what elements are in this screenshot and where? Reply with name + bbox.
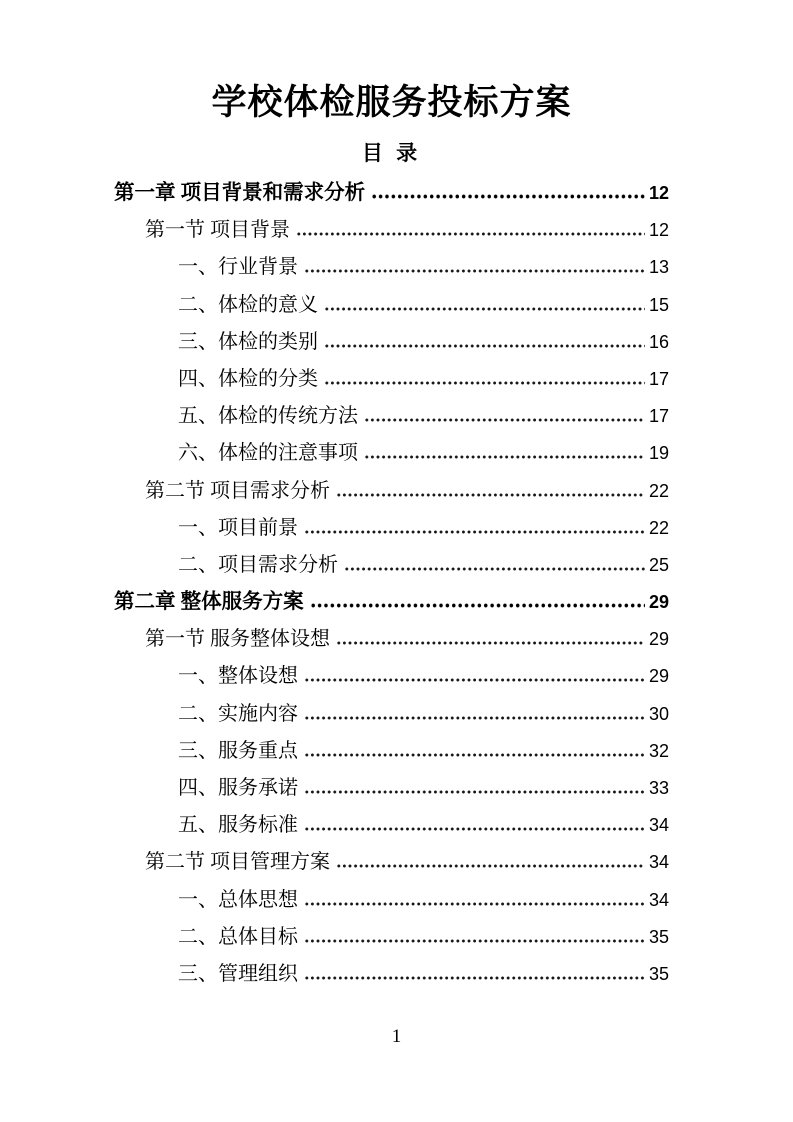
toc-entry[interactable] xyxy=(114,287,669,324)
dot-leader xyxy=(344,566,645,571)
toc-entry[interactable] xyxy=(114,844,669,881)
dot-leader xyxy=(304,715,645,720)
document-title: 学校体检服务投标方案 xyxy=(211,83,572,122)
toc-entry-label: 四、服务承诺 xyxy=(178,777,298,799)
toc-entry-page-number: 19 xyxy=(648,443,669,464)
toc-entry-label: 五、服务标准 xyxy=(178,814,298,837)
dot-leader xyxy=(304,826,645,831)
dot-leader xyxy=(304,752,645,757)
toc-entry-page-number: 34 xyxy=(648,889,669,910)
toc-entry-label: 二、项目需求分析 xyxy=(178,553,338,576)
toc-entry-label: 三、管理组织 xyxy=(178,962,298,985)
toc-entry-page-number: 17 xyxy=(648,406,669,427)
toc-entry-page-number: 30 xyxy=(648,703,669,724)
toc-entry-page-number: 15 xyxy=(648,294,669,315)
toc-entry[interactable] xyxy=(114,807,669,844)
dot-leader xyxy=(304,901,645,906)
toc-entry-label: 一、整体设想 xyxy=(178,665,298,688)
toc-entry-page-number: 17 xyxy=(648,368,669,389)
toc-entry[interactable] xyxy=(114,435,669,472)
toc-entry[interactable] xyxy=(114,510,669,547)
toc-entry-label: 三、体检的类别 xyxy=(178,330,318,353)
toc-entry[interactable] xyxy=(114,398,669,435)
dot-leader xyxy=(296,231,645,236)
toc-entry-label: 一、项目前景 xyxy=(178,516,298,539)
toc-heading: 目 录 xyxy=(361,141,422,165)
toc-entry[interactable] xyxy=(114,956,669,993)
dot-leader xyxy=(336,640,645,645)
toc-entry-label: 一、行业背景 xyxy=(178,256,298,279)
toc-entry[interactable] xyxy=(114,696,669,733)
toc-entry[interactable] xyxy=(114,175,669,212)
toc-entry-label: 第一节 项目背景 xyxy=(145,219,290,242)
toc-entry-page-number: 13 xyxy=(648,257,669,278)
toc-entry-label: 五、体检的传统方法 xyxy=(178,405,358,428)
toc-entry[interactable] xyxy=(114,770,669,807)
toc-entry[interactable] xyxy=(114,882,669,919)
toc-entry-page-number: 33 xyxy=(648,778,669,798)
toc-entry-label: 第一章 项目背景和需求分析 xyxy=(114,182,366,204)
toc-entry-label: 第二节 项目需求分析 xyxy=(145,479,330,502)
dot-leader xyxy=(371,194,645,199)
toc-entry-label: 二、体检的意义 xyxy=(178,293,318,316)
toc-entry-label: 第二章 整体服务方案 xyxy=(114,591,304,614)
toc-entry-page-number: 29 xyxy=(648,666,669,687)
toc-entry-page-number: 34 xyxy=(648,852,669,873)
toc-entry[interactable] xyxy=(114,249,669,286)
toc-entry-page-number: 22 xyxy=(648,517,669,538)
toc-entry-page-number: 12 xyxy=(648,183,669,203)
toc-entry-page-number: 22 xyxy=(648,480,669,501)
toc-entry[interactable] xyxy=(114,212,669,249)
dot-leader xyxy=(304,938,645,943)
toc-entry-page-number: 16 xyxy=(648,331,669,352)
toc-entry-label: 二、实施内容 xyxy=(178,702,298,725)
dot-leader xyxy=(324,380,645,385)
toc-entry-label: 第一节 服务整体设想 xyxy=(145,628,330,651)
toc-entry[interactable] xyxy=(114,621,669,658)
toc-entry-label: 第二节 项目管理方案 xyxy=(145,851,330,874)
toc-entry-page-number: 25 xyxy=(648,554,669,575)
document-content xyxy=(114,0,669,993)
dot-leader xyxy=(364,417,645,422)
dot-leader xyxy=(304,975,645,980)
toc-entry[interactable] xyxy=(114,658,669,695)
dot-leader xyxy=(304,677,645,682)
toc-entry-page-number: 12 xyxy=(648,220,669,241)
toc-entry-label: 三、服务重点 xyxy=(178,739,298,762)
toc-entry-label: 一、总体思想 xyxy=(178,888,298,911)
toc-entry-page-number: 35 xyxy=(648,926,669,947)
toc-entry-page-number: 29 xyxy=(648,592,669,613)
dot-leader xyxy=(336,492,645,497)
page-number: 1 xyxy=(391,1026,402,1047)
toc-entry[interactable] xyxy=(114,473,669,510)
toc-entry[interactable] xyxy=(114,919,669,956)
dot-leader xyxy=(336,863,645,868)
dot-leader xyxy=(304,789,645,794)
toc-entry[interactable] xyxy=(114,361,669,398)
toc-entry-page-number: 29 xyxy=(648,629,669,650)
toc-entry[interactable] xyxy=(114,584,669,621)
toc-list xyxy=(114,175,669,993)
toc-entry-label: 四、体检的分类 xyxy=(178,367,318,390)
dot-leader xyxy=(324,343,645,348)
toc-entry-page-number: 35 xyxy=(648,963,669,984)
toc-entry[interactable] xyxy=(114,733,669,770)
toc-entry-page-number: 32 xyxy=(648,740,669,761)
dot-leader xyxy=(310,603,645,608)
dot-leader xyxy=(304,268,645,273)
toc-entry[interactable] xyxy=(114,547,669,584)
dot-leader xyxy=(304,529,645,534)
toc-entry-label: 二、总体目标 xyxy=(178,925,298,948)
toc-entry[interactable] xyxy=(114,324,669,361)
dot-leader xyxy=(324,306,645,311)
toc-entry-page-number: 34 xyxy=(648,815,669,836)
dot-leader xyxy=(364,454,645,459)
toc-entry-label: 六、体检的注意事项 xyxy=(178,442,358,465)
